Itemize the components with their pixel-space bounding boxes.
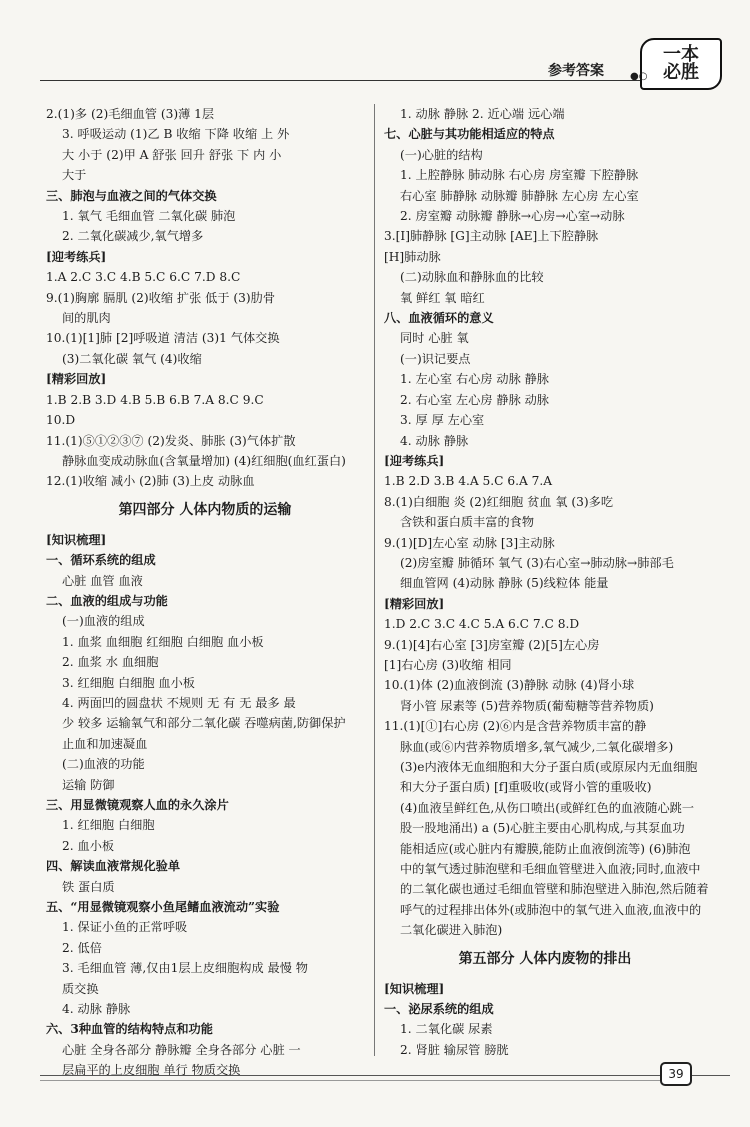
answer-line: 3. 厚 厚 左心室 — [400, 413, 485, 428]
answer-line: 间的肌肉 — [62, 311, 111, 326]
dots-icon: ●○ — [630, 71, 648, 82]
header-label: 参考答案 — [548, 63, 604, 79]
answer-line: 止血和加速凝血 — [62, 736, 148, 751]
answer-line: 3. 红细胞 白细胞 血小板 — [62, 675, 195, 690]
footer-rule-secondary — [40, 1080, 660, 1081]
answer-line: 1. 左心室 右心房 动脉 静脉 — [400, 372, 549, 387]
header-rule — [40, 80, 640, 81]
section-heading: 八、血液循环的意义 — [384, 311, 494, 326]
section-heading: 七、心脏与其功能相适应的特点 — [384, 127, 555, 142]
answer-line: 1.A 2.C 3.C 4.B 5.C 6.C 7.D 8.C — [46, 270, 241, 285]
footer-rule — [40, 1075, 730, 1076]
answer-line: 10.D — [46, 413, 76, 428]
page-number: 39 — [660, 1062, 692, 1086]
answer-line: 3. 呼吸运动 (1)乙 B 收缩 下降 收缩 上 外 — [62, 127, 290, 142]
logo-text-top: 一本 — [663, 44, 699, 65]
answer-line: 2.(1)多 (2)毛细血管 (3)薄 1层 — [46, 107, 215, 121]
answer-line: 4. 动脉 静脉 — [62, 1002, 131, 1017]
answer-line: 1. 氧气 毛细血管 二氧化碳 肺泡 — [62, 209, 236, 224]
answer-line: 1. 血浆 血细胞 红细胞 白细胞 血小板 — [62, 634, 264, 649]
part-title: 第四部分 人体内物质的运输 — [118, 501, 292, 518]
answer-line: 10.(1)体 (2)血液倒流 (3)静脉 动脉 (4)肾小球 — [384, 678, 635, 693]
subsection-heading: (二)动脉血和静脉血的比较 — [400, 270, 544, 285]
answer-line: [H]肺动脉 — [384, 249, 441, 264]
answer-line: 2. 血小板 — [62, 838, 115, 853]
answer-line: 3. 毛细血管 薄,仅由1层上皮细胞构成 最慢 物 — [62, 961, 308, 976]
section-heading: 一、循环系统的组成 — [46, 553, 156, 568]
answer-line: 氧 鲜红 氧 暗红 — [400, 290, 485, 305]
answer-line: 3.[I]肺静脉 [G]主动脉 [AE]上下腔静脉 — [384, 229, 599, 244]
subsection-heading: (2)房室瓣 肺循环 氧气 (3)右心室→肺动脉→肺部毛 — [400, 555, 674, 570]
subsection-heading: (3)二氧化碳 氧气 (4)收缩 — [62, 351, 202, 366]
answer-line: 静脉血变成动脉血(含氧量增加) (4)红细胞(血红蛋白) — [62, 453, 346, 468]
section-heading: 六、3种血管的结构特点和功能 — [46, 1022, 213, 1037]
subsection-heading: (4)血液呈鲜红色,从伤口喷出(或鲜红色的血液随心跳一 — [400, 800, 695, 815]
exercise-heading: [知识梳理] — [384, 981, 445, 996]
right-column — [384, 104, 709, 1060]
subsection-heading: (3)e内液体无血细胞和大分子蛋白质(或原尿内无血细胞 — [400, 760, 698, 774]
answer-line: 1.B 2.D 3.B 4.A 5.C 6.A 7.A — [384, 474, 553, 489]
answer-line: 肾小管 尿素等 (5)营养物质(葡萄糖等营养物质) — [400, 698, 654, 713]
exercise-heading: [迎考练兵] — [384, 453, 445, 468]
section-heading: 二、血液的组成与功能 — [46, 593, 168, 608]
answer-line: 4. 动脉 静脉 — [400, 433, 469, 448]
exercise-heading: [迎考练兵] — [46, 249, 107, 264]
answer-line: 9.(1)[4]右心室 [3]房室瓣 (2)[5]左心房 — [384, 637, 600, 652]
answer-line: 的二氧化碳也通过毛细血管壁和肺泡壁进入肺泡,然后随着 — [400, 882, 709, 897]
answer-line: 同时 心脏 氧 — [400, 331, 469, 346]
answer-line: 心脏 全身各部分 静脉瓣 全身各部分 心脏 一 — [62, 1042, 301, 1057]
answer-line: 右心室 肺静脉 动脉瓣 肺静脉 左心房 左心室 — [400, 188, 639, 203]
section-heading: 四、解读血液常规化验单 — [46, 859, 181, 874]
answer-line: 和大分子蛋白质) [f]重吸收(或肾小管的重吸收) — [400, 780, 652, 795]
answer-line: 细血管网 (4)动脉 静脉 (5)线粒体 能量 — [400, 576, 609, 591]
answer-line: 9.(1)胸廓 膈肌 (2)收缩 扩张 低于 (3)肋骨 — [46, 290, 276, 305]
answer-line: 股一股地涌出) a (5)心脏主要由心肌构成,与其泵血功 — [400, 821, 685, 836]
answer-line: 9.(1)[D]左心室 动脉 [3]主动脉 — [384, 535, 555, 550]
answer-line: 呼气的过程排出体外(或肺泡中的氧气进入血液,血液中的 — [400, 902, 702, 917]
subsection-heading: (一)识记要点 — [400, 351, 471, 366]
answer-line: 2. 血浆 水 血细胞 — [62, 655, 159, 670]
answer-line: 2. 低倍 — [62, 940, 102, 955]
answer-line: 能相适应(或心脏内有瓣膜,能防止血液倒流等) (6)肺泡 — [400, 841, 691, 856]
answer-line: 1. 上腔静脉 肺动脉 右心房 房室瓣 下腔静脉 — [400, 168, 639, 183]
answer-line: 层扁平的上皮细胞 单行 物质交换 — [62, 1063, 241, 1078]
exercise-heading: [知识梳理] — [46, 532, 107, 547]
part-title: 第五部分 人体内废物的排出 — [458, 950, 632, 967]
column-divider — [374, 104, 375, 1056]
answer-line: 质交换 — [62, 981, 99, 996]
subsection-heading: (二)血液的功能 — [62, 757, 145, 772]
answer-line: 2. 房室瓣 动脉瓣 静脉→心房→心室→动脉 — [400, 209, 625, 224]
answer-line: 1. 二氧化碳 尿素 — [400, 1022, 493, 1037]
answer-line: 脉血(或⑥内营养物质增多,氧气减少,二氧化碳增多) — [400, 739, 674, 754]
section-heading: 三、用显微镜观察人血的永久涂片 — [46, 798, 229, 812]
section-heading: 三、肺泡与血液之间的气体交换 — [46, 188, 217, 203]
answer-line: 心脏 血管 血液 — [62, 573, 143, 588]
logo-text-bottom: 必胜 — [663, 62, 699, 83]
answer-line: 含铁和蛋白质丰富的食物 — [400, 515, 535, 530]
answer-line: 8.(1)白细胞 炎 (2)红细胞 贫血 氧 (3)多吃 — [384, 494, 614, 509]
answer-line: 1. 动脉 静脉 2. 近心端 远心端 — [400, 107, 565, 121]
answer-line: 二氧化碳进入肺泡) — [400, 923, 503, 938]
answer-line: 2. 二氧化碳减少,氧气增多 — [62, 229, 204, 244]
answer-line: 2. 肾脏 输尿管 膀胱 — [400, 1042, 509, 1057]
answer-line: 大于 — [62, 168, 87, 183]
answer-line: 1. 保证小鱼的正常呼吸 — [62, 920, 188, 935]
section-heading: 五、“用显微镜观察小鱼尾鳍血液流动”实验 — [46, 900, 280, 915]
answer-line: 1.B 2.B 3.D 4.B 5.B 6.B 7.A 8.C 9.C — [46, 392, 264, 407]
exercise-heading: [精彩回放] — [46, 372, 107, 387]
brand-logo — [630, 38, 722, 90]
answer-line: 1. 红细胞 白细胞 — [62, 818, 155, 833]
subsection-heading: (一)血液的组成 — [62, 614, 145, 629]
section-heading: 一、泌尿系统的组成 — [384, 1002, 494, 1017]
answer-line: 运输 防御 — [62, 777, 115, 792]
answer-line: 12.(1)收缩 减小 (2)肺 (3)上皮 动脉血 — [46, 474, 255, 489]
answer-line: 10.(1)[1]肺 [2]呼吸道 清洁 (3)1 气体交换 — [46, 331, 280, 346]
answer-line: 11.(1)[①]右心房 (2)⑥内是含营养物质丰富的静 — [384, 719, 647, 734]
answer-line: [1]右心房 (3)收缩 相同 — [384, 657, 512, 672]
answer-line: 2. 右心室 左心房 静脉 动脉 — [400, 392, 549, 407]
answer-line: 中的氧气透过肺泡壁和毛细血管壁进入血液;同时,血液中 — [400, 862, 701, 877]
answer-line: 大 小于 (2)甲 A 舒张 回升 舒张 下 内 小 — [62, 147, 282, 162]
answer-line: 少 较多 运输氧气和部分二氧化碳 吞噬病菌,防御保护 — [62, 716, 346, 731]
left-column — [46, 104, 364, 1081]
answer-line: 铁 蛋白质 — [62, 879, 115, 894]
exercise-heading: [精彩回放] — [384, 596, 445, 611]
answer-line: 1.D 2.C 3.C 4.C 5.A 6.C 7.C 8.D — [384, 617, 580, 632]
answer-line: 11.(1)⑤①②③⑦ (2)发炎、肺胀 (3)气体扩散 — [46, 433, 296, 448]
answer-line: 4. 两面凹的圆盘状 不规则 无 有 无 最多 最 — [62, 695, 296, 710]
subsection-heading: (一)心脏的结构 — [400, 147, 483, 162]
